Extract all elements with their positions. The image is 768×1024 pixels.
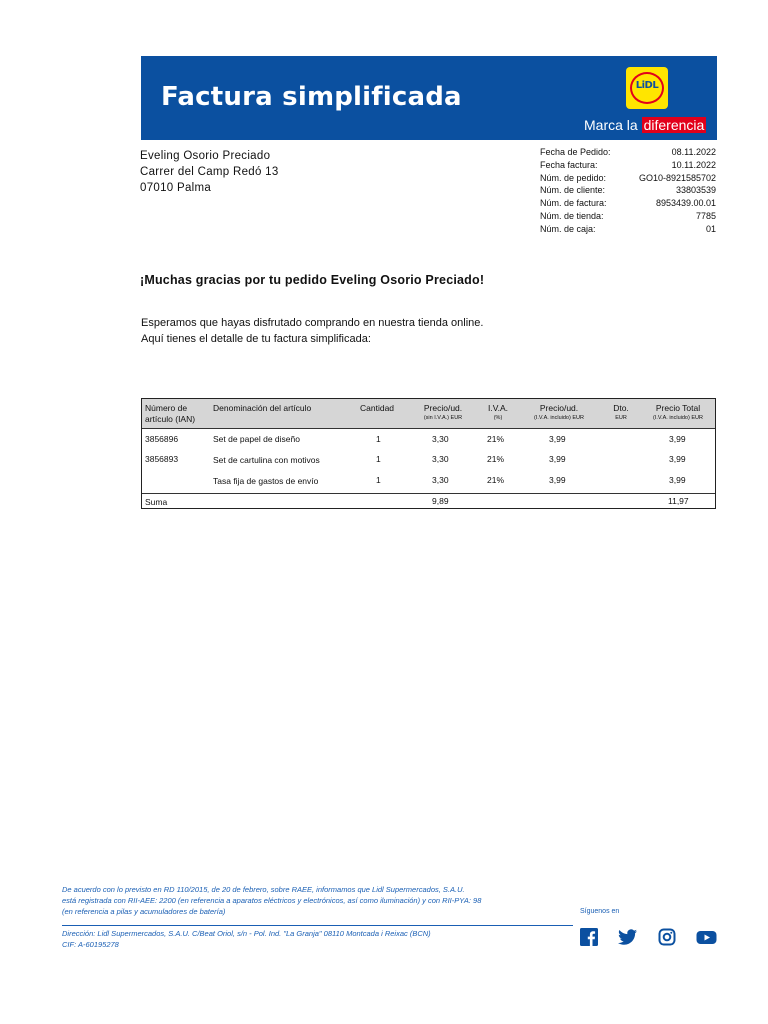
header-unit-net-label: Precio/ud. bbox=[423, 403, 463, 413]
invoice-table bbox=[141, 398, 716, 509]
detail-value: GO10-8921585702 bbox=[638, 172, 716, 183]
page-title: Factura simplificada bbox=[161, 82, 462, 112]
header-ian-line2: artículo (IAN) bbox=[145, 413, 196, 424]
header-vat-sub: (%) bbox=[493, 414, 503, 421]
detail-label: Núm. de factura: bbox=[540, 198, 607, 209]
detail-value: 7785 bbox=[695, 210, 716, 221]
instagram-icon[interactable] bbox=[658, 928, 676, 946]
cell-name: Tasa fija de gastos de envío bbox=[213, 476, 319, 486]
detail-value: 01 bbox=[705, 223, 716, 234]
customer-street: Carrer del Camp Redó 13 bbox=[140, 166, 279, 178]
slogan-prefix: Marca la bbox=[584, 117, 642, 133]
header-ian bbox=[145, 403, 195, 424]
detail-row bbox=[540, 197, 716, 210]
detail-value: 33803539 bbox=[675, 185, 716, 196]
header-discount-sub: EUR bbox=[615, 414, 627, 421]
cell-ian: 3856893 bbox=[145, 454, 179, 464]
twitter-icon[interactable] bbox=[618, 928, 636, 946]
header-banner bbox=[141, 56, 717, 140]
detail-row bbox=[540, 146, 716, 159]
sum-total: 11,97 bbox=[668, 496, 689, 506]
header-ian-line1: Número de bbox=[145, 403, 188, 413]
header-vat bbox=[481, 403, 515, 422]
header-unit-net-sub: (sin I.V.A.) EUR bbox=[423, 414, 463, 421]
detail-row bbox=[540, 172, 716, 185]
detail-label: Fecha factura: bbox=[540, 159, 598, 170]
company-cif: CIF: A-60195278 bbox=[62, 939, 119, 949]
slogan-accent: diferencia bbox=[643, 117, 705, 133]
intro-line: Aquí tienes el detalle de tu factura simplificada: bbox=[141, 332, 371, 345]
detail-label: Núm. de cliente: bbox=[540, 185, 606, 196]
sum-divider bbox=[142, 493, 715, 494]
header-total-label: Precio Total bbox=[655, 403, 701, 413]
cell-ian: 3856896 bbox=[145, 434, 179, 444]
intro-text bbox=[141, 316, 483, 347]
detail-row bbox=[540, 223, 716, 236]
legal-line: (en referencia a pilas y acumuladores de batería) bbox=[62, 907, 226, 916]
legal-line: De acuerdo con lo previsto en RD 110/2015, de 20 de febrero, sobre RAEE, informamos que Lidl Supermercados, S.A.U. bbox=[62, 885, 465, 894]
cell-unit-gross: 3,99 bbox=[549, 475, 566, 485]
detail-label: Fecha de Pedido: bbox=[540, 147, 611, 157]
header-discount bbox=[609, 403, 633, 422]
header-name: Denominación del artículo bbox=[213, 403, 312, 413]
header-unit-net bbox=[408, 403, 478, 422]
cell-vat: 21% bbox=[487, 434, 505, 444]
cell-unit-net: 3,30 bbox=[432, 454, 449, 464]
company-address bbox=[62, 929, 431, 950]
lidl-logo bbox=[623, 64, 671, 112]
follow-label: Síguenos en bbox=[580, 908, 620, 915]
header-qty: Cantidad bbox=[360, 403, 395, 413]
cell-qty: 1 bbox=[376, 454, 381, 464]
cell-name: Set de cartulina con motivos bbox=[213, 455, 320, 465]
cell-name: Set de papel de diseño bbox=[213, 434, 300, 444]
facebook-icon[interactable] bbox=[580, 928, 598, 946]
detail-value: 8953439.00.01 bbox=[655, 198, 716, 209]
cell-total: 3,99 bbox=[669, 475, 686, 485]
logo-text: LiDL bbox=[635, 80, 659, 91]
legal-notice bbox=[62, 884, 572, 917]
header-discount-label: Dto. bbox=[613, 403, 629, 413]
detail-label: Núm. de caja: bbox=[540, 223, 596, 234]
customer-name: Eveling Osorio Preciado bbox=[140, 150, 271, 162]
cell-qty: 1 bbox=[376, 434, 381, 444]
header-total-sub: (I.V.A. incluido) EUR bbox=[653, 414, 703, 421]
header-unit-gross bbox=[521, 403, 597, 422]
intro-line: Esperamos que hayas disfrutado comprando en nuestra tienda online. bbox=[141, 317, 484, 329]
brand-slogan bbox=[584, 117, 706, 133]
header-unit-gross-sub: (I.V.A. incluido) EUR bbox=[534, 414, 584, 421]
detail-label: Núm. de tienda: bbox=[540, 210, 604, 221]
cell-vat: 21% bbox=[487, 454, 505, 464]
customer-city: 07010 Palma bbox=[140, 182, 212, 194]
cell-unit-gross: 3,99 bbox=[549, 434, 566, 444]
cell-unit-gross: 3,99 bbox=[549, 454, 566, 464]
header-vat-label: I.V.A. bbox=[487, 403, 508, 413]
cell-unit-net: 3,30 bbox=[432, 434, 449, 444]
order-details bbox=[540, 146, 716, 236]
detail-row bbox=[540, 159, 716, 172]
cell-unit-net: 3,30 bbox=[432, 475, 449, 485]
table-header bbox=[142, 399, 715, 429]
detail-value: 08.11.2022 bbox=[671, 147, 716, 157]
legal-line: está registrada con RII-AEE: 2200 (en referencia a aparatos eléctricos y electrónicos, así como iluminación) y con RII-PYA: 98 bbox=[62, 896, 482, 905]
sum-net: 9,89 bbox=[432, 496, 449, 506]
sum-label: Suma bbox=[145, 497, 168, 507]
header-total bbox=[640, 403, 716, 422]
cell-qty: 1 bbox=[376, 475, 381, 485]
cell-total: 3,99 bbox=[669, 434, 686, 444]
footer-divider bbox=[62, 925, 573, 926]
company-address-line: Dirección: Lidl Supermercados, S.A.U. C/Beat Oriol, s/n - Pol. Ind. "La Granja" 08110 Montcada i Reixac (BCN) bbox=[62, 929, 431, 938]
youtube-icon[interactable] bbox=[696, 928, 717, 946]
header-unit-gross-label: Precio/ud. bbox=[539, 403, 579, 413]
detail-value: 10.11.2022 bbox=[671, 159, 716, 170]
cell-vat: 21% bbox=[487, 475, 505, 485]
cell-total: 3,99 bbox=[669, 454, 686, 464]
detail-row bbox=[540, 184, 716, 197]
detail-row bbox=[540, 210, 716, 223]
customer-address bbox=[140, 148, 279, 196]
detail-label: Núm. de pedido: bbox=[540, 172, 607, 183]
thanks-heading: ¡Muchas gracias por tu pedido Eveling Osorio Preciado! bbox=[140, 273, 485, 287]
